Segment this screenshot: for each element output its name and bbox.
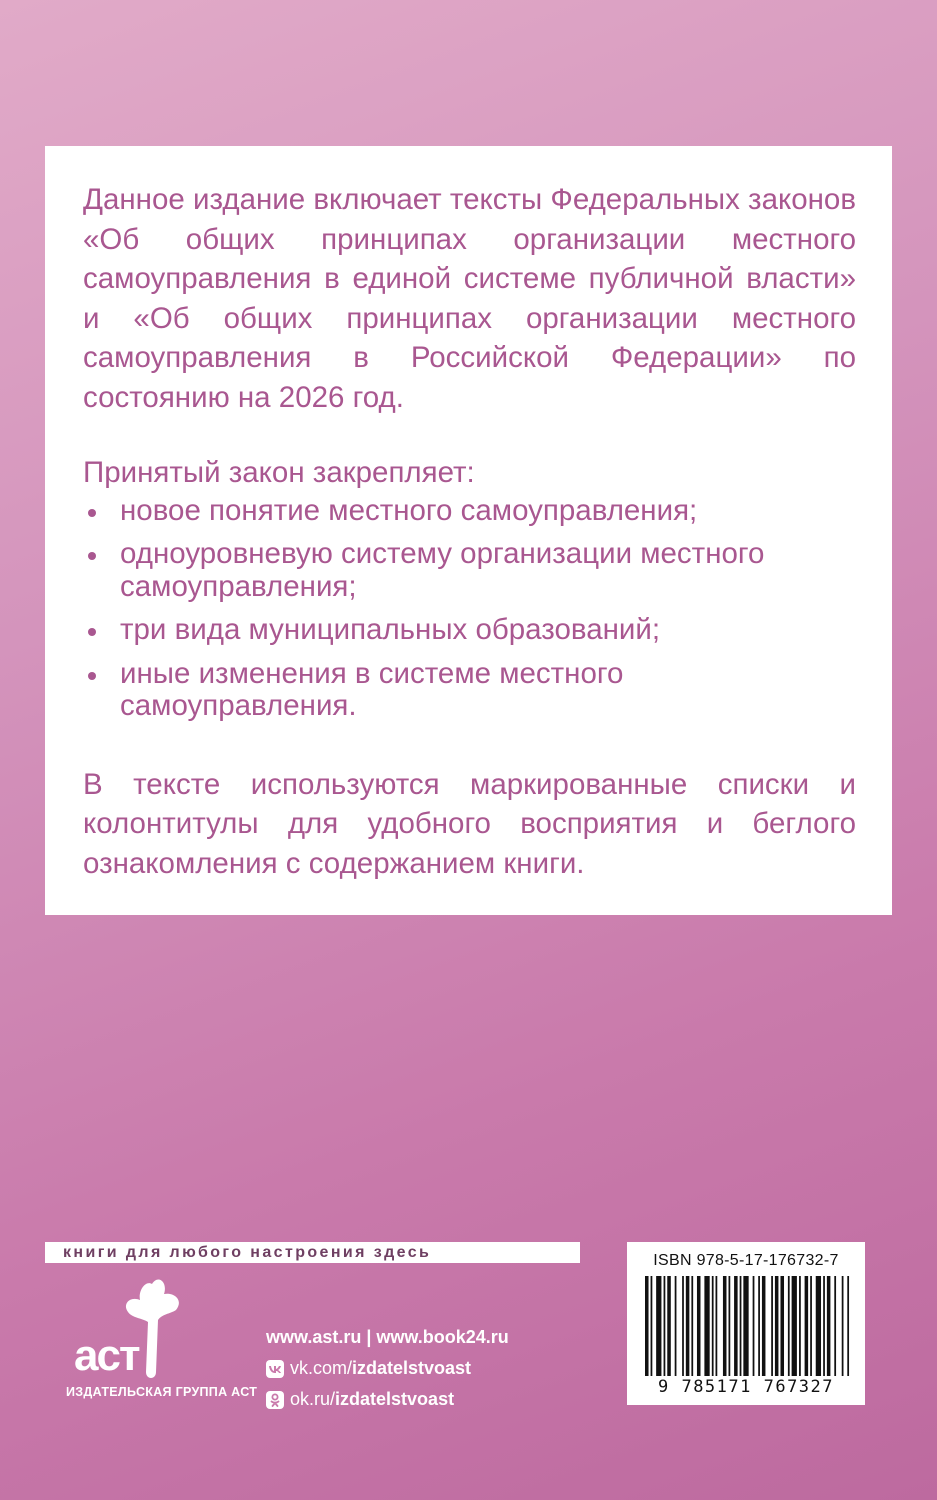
barcode-bar bbox=[740, 1276, 742, 1376]
barcode-bar bbox=[823, 1276, 825, 1376]
barcode-bar bbox=[758, 1276, 760, 1376]
ok-prefix[interactable]: ok.ru/ bbox=[290, 1389, 336, 1409]
barcode-digits: 9 785171 767327 bbox=[657, 1377, 835, 1397]
bullet-icon bbox=[88, 509, 96, 517]
barcode-bar bbox=[667, 1276, 671, 1376]
list-item-text: одноуровневую систему организации местного самоуправления; bbox=[120, 537, 765, 603]
bullet-icon bbox=[88, 552, 96, 560]
barcode-bar bbox=[816, 1276, 821, 1376]
list-item bbox=[83, 614, 856, 647]
website-links-text[interactable]: www.ast.ru | www.book24.ru bbox=[266, 1327, 509, 1347]
barcode-bar bbox=[675, 1276, 677, 1376]
bullet-icon bbox=[88, 672, 96, 680]
bullet-list bbox=[83, 495, 856, 723]
barcode bbox=[645, 1276, 851, 1376]
barcode-bar bbox=[792, 1276, 797, 1376]
barcode-bar bbox=[691, 1276, 693, 1376]
barcode-bar bbox=[723, 1276, 727, 1376]
barcode-bar bbox=[664, 1276, 666, 1376]
isbn-label: ISBN 978-5-17-176732-7 bbox=[653, 1252, 839, 1269]
logo-text: аст bbox=[74, 1331, 139, 1380]
barcode-bar bbox=[788, 1276, 790, 1376]
list-item bbox=[83, 495, 856, 528]
closing-paragraph: В тексте используются маркированные списки и колонтитулы для удобного восприятия и беглого ознакомления с содержанием книги. bbox=[83, 767, 856, 880]
barcode-bar bbox=[651, 1276, 653, 1376]
barcode-bar bbox=[842, 1276, 844, 1376]
barcode-bar bbox=[697, 1276, 701, 1376]
barcode-bar bbox=[762, 1276, 766, 1376]
barcode-bar bbox=[729, 1276, 731, 1376]
barcode-bar bbox=[771, 1276, 773, 1376]
barcode-bar bbox=[799, 1276, 801, 1376]
bullet-icon bbox=[88, 628, 96, 636]
description-paragraph: Данное издание включает тексты Федеральных законов «Об общих принципах организации местного самоуправления в единой системе публичной власти» и «Об общих принципах организации местного самоуправления в Российской Федерации» по состоянию на 2026 год. bbox=[83, 183, 856, 414]
slogan-banner: книги для любого настроения здесь bbox=[45, 1242, 580, 1263]
barcode-bar bbox=[682, 1276, 684, 1376]
vk-icon bbox=[266, 1360, 284, 1378]
logo-caption: ИЗДАТЕЛЬСКАЯ ГРУППА АСТ bbox=[66, 1385, 258, 1399]
barcode-bar bbox=[712, 1276, 714, 1376]
ok-handle[interactable]: izdatelstvoast bbox=[335, 1389, 455, 1409]
vk-link[interactable] bbox=[266, 1353, 509, 1384]
barcode-bar bbox=[780, 1276, 784, 1376]
list-item-text: иные изменения в системе местного самоуправления. bbox=[120, 656, 624, 722]
description-panel bbox=[45, 146, 892, 915]
barcode-bar bbox=[847, 1276, 849, 1376]
ok-link[interactable] bbox=[266, 1384, 509, 1415]
vk-handle[interactable]: izdatelstvoast bbox=[352, 1358, 472, 1378]
list-item bbox=[83, 538, 856, 603]
website-links[interactable] bbox=[266, 1322, 509, 1353]
barcode-bar bbox=[656, 1276, 661, 1376]
barcode-bar bbox=[734, 1276, 738, 1376]
barcode-bar bbox=[743, 1276, 748, 1376]
list-title: Принятый закон закрепляет: bbox=[83, 456, 475, 489]
barcode-bar bbox=[686, 1276, 690, 1376]
barcode-bar bbox=[775, 1276, 779, 1376]
barcode-bar bbox=[716, 1276, 718, 1376]
barcode-bar bbox=[834, 1276, 836, 1376]
vk-prefix[interactable]: vk.com/ bbox=[290, 1358, 353, 1378]
barcode-bar bbox=[827, 1276, 831, 1376]
list-item-text: три вида муниципальных образований; bbox=[120, 613, 661, 646]
barcode-bar bbox=[805, 1276, 809, 1376]
barcode-bar bbox=[810, 1276, 812, 1376]
list-item-text: новое понятие местного самоуправления; bbox=[120, 493, 698, 527]
barcode-box bbox=[627, 1242, 865, 1405]
barcode-bar bbox=[753, 1276, 755, 1376]
ok-icon bbox=[266, 1391, 284, 1409]
barcode-bar bbox=[704, 1276, 709, 1376]
barcode-bar bbox=[645, 1276, 649, 1376]
list-item bbox=[83, 658, 856, 723]
publisher-links bbox=[266, 1322, 509, 1415]
